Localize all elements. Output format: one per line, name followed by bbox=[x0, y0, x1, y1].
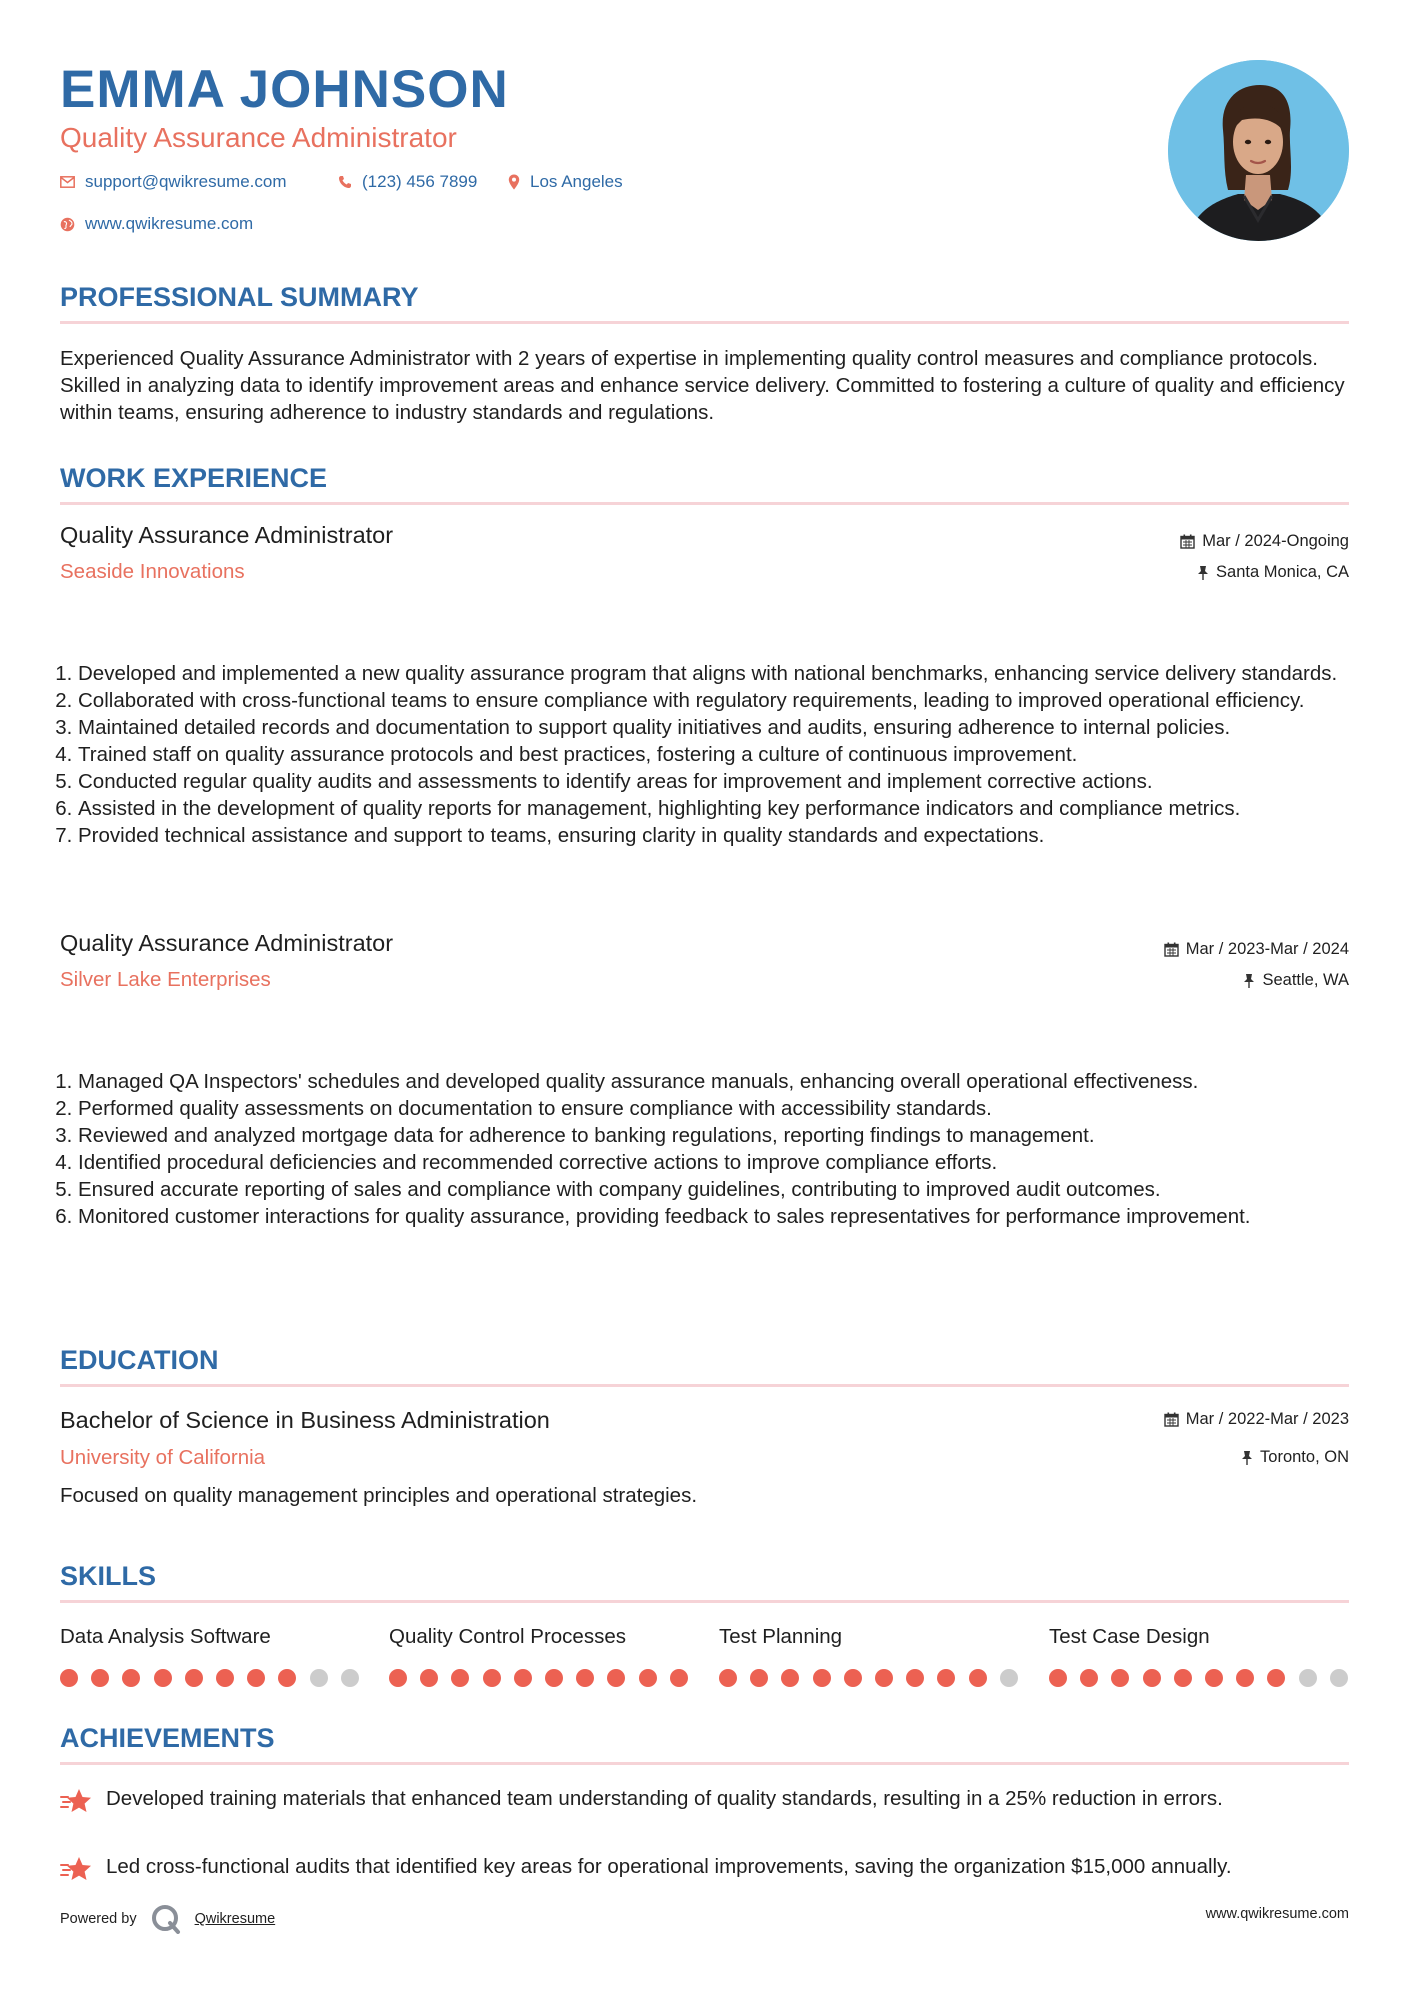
rating-dot-empty bbox=[1299, 1669, 1317, 1687]
pushpin-icon bbox=[1197, 565, 1209, 580]
job-dates bbox=[1164, 940, 1349, 959]
job-title: Quality Assurance Administrator bbox=[60, 522, 394, 548]
email-text: support@qwikresume.com bbox=[85, 172, 287, 191]
list-item: 6. Assisted in the development of quality reports for management, highlighting key performance indicators and compliance metrics. bbox=[78, 795, 1349, 822]
rating-dot-filled bbox=[813, 1669, 831, 1687]
rating-dot-empty bbox=[1330, 1669, 1348, 1687]
qwikresume-logo-icon bbox=[151, 1904, 181, 1934]
list-item: 6. Monitored customer interactions for quality assurance, providing feedback to sales representatives for performance improvement. bbox=[78, 1203, 1349, 1230]
list-item: 5. Ensured accurate reporting of sales and compliance with company guidelines, contributing to improved audit outcomes. bbox=[78, 1176, 1349, 1203]
skill-name: Quality Control Processes bbox=[389, 1625, 626, 1648]
achievement-text: Developed training materials that enhanced team understanding of quality standards, resulting in a 25% reduction in errors. bbox=[106, 1787, 1223, 1810]
star-icon bbox=[60, 1785, 94, 1819]
experience-heading: WORK EXPERIENCE bbox=[60, 463, 328, 493]
skill-rating bbox=[1049, 1669, 1349, 1687]
rating-dot-filled bbox=[969, 1669, 987, 1687]
job-location-text: Santa Monica, CA bbox=[1216, 563, 1349, 581]
skill-name: Test Planning bbox=[719, 1625, 843, 1648]
skills-heading: SKILLS bbox=[60, 1561, 157, 1591]
profile-photo bbox=[1168, 60, 1349, 241]
list-item: 4. Identified procedural deficiencies and recommended corrective actions to improve compliance efforts. bbox=[78, 1149, 1349, 1176]
rating-dot-filled bbox=[420, 1669, 438, 1687]
degree-title: Bachelor of Science in Business Administration bbox=[60, 1407, 550, 1433]
skill-item bbox=[1049, 1624, 1349, 1687]
rating-dot-empty bbox=[341, 1669, 359, 1687]
achievement-item bbox=[60, 1785, 1349, 1819]
job-dates-text: Mar / 2023-Mar / 2024 bbox=[1185, 940, 1349, 958]
rating-dot-filled bbox=[576, 1669, 594, 1687]
section-divider bbox=[60, 502, 1349, 505]
job-bullets bbox=[60, 660, 1349, 849]
phone-text: (123) 456 7899 bbox=[362, 172, 478, 191]
job-dates-text: Mar / 2024-Ongoing bbox=[1202, 532, 1349, 550]
rating-dot-filled bbox=[1205, 1669, 1223, 1687]
section-divider bbox=[60, 321, 1349, 324]
rating-dot-filled bbox=[639, 1669, 657, 1687]
pushpin-icon bbox=[1241, 1450, 1253, 1465]
skill-item bbox=[389, 1624, 689, 1687]
calendar-icon bbox=[1164, 1412, 1179, 1427]
section-divider bbox=[60, 1762, 1349, 1765]
rating-dot-filled bbox=[545, 1669, 563, 1687]
education-description: Focused on quality management principles and operational strategies. bbox=[60, 1484, 698, 1507]
education-dates-text: Mar / 2022-Mar / 2023 bbox=[1185, 1410, 1349, 1428]
phone-icon bbox=[338, 175, 352, 189]
rating-dot-filled bbox=[607, 1669, 625, 1687]
section-divider bbox=[60, 1384, 1349, 1387]
skill-item bbox=[719, 1624, 1019, 1687]
rating-dot-empty bbox=[310, 1669, 328, 1687]
job-dates bbox=[1180, 532, 1349, 551]
education-location-text: Toronto, ON bbox=[1260, 1448, 1349, 1466]
globe-icon bbox=[60, 217, 75, 232]
job-company: Seaside Innovations bbox=[60, 560, 245, 583]
contact-email[interactable] bbox=[60, 172, 287, 192]
mail-icon bbox=[60, 176, 75, 188]
rating-dot-filled bbox=[875, 1669, 893, 1687]
section-divider bbox=[60, 1600, 1349, 1603]
rating-dot-filled bbox=[781, 1669, 799, 1687]
list-item: 1. Developed and implemented a new quality assurance program that aligns with national benchmarks, enhancing service delivery standards. bbox=[78, 660, 1349, 687]
candidate-name: EMMA JOHNSON bbox=[60, 60, 509, 119]
skill-name: Data Analysis Software bbox=[60, 1625, 271, 1648]
education-heading: EDUCATION bbox=[60, 1345, 219, 1375]
skill-name: Test Case Design bbox=[1049, 1625, 1210, 1648]
rating-dot-filled bbox=[844, 1669, 862, 1687]
rating-dot-filled bbox=[937, 1669, 955, 1687]
skill-rating bbox=[60, 1669, 360, 1687]
calendar-icon bbox=[1164, 942, 1179, 957]
rating-dot-filled bbox=[278, 1669, 296, 1687]
rating-dot-filled bbox=[906, 1669, 924, 1687]
powered-by-label: Powered by bbox=[60, 1911, 137, 1927]
contact-phone[interactable] bbox=[338, 172, 477, 192]
rating-dot-filled bbox=[1111, 1669, 1129, 1687]
rating-dot-filled bbox=[719, 1669, 737, 1687]
contact-location bbox=[508, 172, 623, 192]
list-item: 7. Provided technical assistance and support to teams, ensuring clarity in quality standards and expectations. bbox=[78, 822, 1349, 849]
rating-dot-filled bbox=[389, 1669, 407, 1687]
achievement-item bbox=[60, 1853, 1349, 1887]
rating-dot-filled bbox=[750, 1669, 768, 1687]
rating-dot-empty bbox=[1000, 1669, 1018, 1687]
rating-dot-filled bbox=[91, 1669, 109, 1687]
achievements-heading: ACHIEVEMENTS bbox=[60, 1723, 275, 1753]
education-dates bbox=[1164, 1410, 1349, 1429]
job-bullets bbox=[60, 1068, 1349, 1230]
education-location bbox=[1241, 1448, 1349, 1467]
job-location-text: Seattle, WA bbox=[1262, 971, 1349, 989]
location-text: Los Angeles bbox=[530, 172, 623, 191]
map-pin-icon bbox=[508, 174, 520, 190]
list-item: 2. Collaborated with cross-functional teams to ensure compliance with regulatory requirements, leading to improved operational efficiency. bbox=[78, 687, 1349, 714]
rating-dot-filled bbox=[483, 1669, 501, 1687]
star-icon bbox=[60, 1853, 94, 1887]
rating-dot-filled bbox=[1049, 1669, 1067, 1687]
brand-link[interactable]: Qwikresume bbox=[194, 1911, 276, 1927]
achievement-text: Led cross-functional audits that identified key areas for operational improvements, saving the organization $15,000 annually. bbox=[106, 1855, 1232, 1878]
list-item: 1. Managed QA Inspectors' schedules and developed quality assurance manuals, enhancing overall operational effectiveness. bbox=[78, 1068, 1349, 1095]
rating-dot-filled bbox=[514, 1669, 532, 1687]
rating-dot-filled bbox=[154, 1669, 172, 1687]
rating-dot-filled bbox=[247, 1669, 265, 1687]
job-location bbox=[1197, 563, 1349, 582]
skill-rating bbox=[389, 1669, 689, 1687]
school-name: University of California bbox=[60, 1446, 266, 1469]
list-item: 5. Conducted regular quality audits and assessments to identify areas for improvement and implement corrective actions. bbox=[78, 768, 1349, 795]
summary-heading: PROFESSIONAL SUMMARY bbox=[60, 282, 419, 312]
rating-dot-filled bbox=[670, 1669, 688, 1687]
rating-dot-filled bbox=[1236, 1669, 1254, 1687]
skill-rating bbox=[719, 1669, 1019, 1687]
list-item: 4. Trained staff on quality assurance protocols and best practices, fostering a culture of continuous improvement. bbox=[78, 741, 1349, 768]
footer-powered-by bbox=[60, 1904, 275, 1934]
list-item: 3. Maintained detailed records and documentation to support quality initiatives and audits, ensuring adherence to internal policies. bbox=[78, 714, 1349, 741]
summary-text: Experienced Quality Assurance Administrator with 2 years of expertise in implementing quality control measures and compliance protocols. Skilled in analyzing data to identify improvement areas and enhance service delivery. Committed to fostering a culture of quality and efficiency within teams, ensuring adherence to industry standards and regulations. bbox=[60, 347, 1345, 424]
candidate-role: Quality Assurance Administrator bbox=[60, 122, 457, 153]
list-item: 3. Reviewed and analyzed mortgage data for adherence to banking regulations, reporting findings to management. bbox=[78, 1122, 1349, 1149]
website-text: www.qwikresume.com bbox=[85, 214, 254, 233]
skill-item bbox=[60, 1624, 360, 1687]
rating-dot-filled bbox=[1080, 1669, 1098, 1687]
rating-dot-filled bbox=[122, 1669, 140, 1687]
rating-dot-filled bbox=[1174, 1669, 1192, 1687]
job-company: Silver Lake Enterprises bbox=[60, 968, 271, 991]
rating-dot-filled bbox=[185, 1669, 203, 1687]
rating-dot-filled bbox=[60, 1669, 78, 1687]
rating-dot-filled bbox=[1267, 1669, 1285, 1687]
contact-website[interactable] bbox=[60, 214, 253, 234]
rating-dot-filled bbox=[451, 1669, 469, 1687]
list-item: 2. Performed quality assessments on documentation to ensure compliance with accessibility standards. bbox=[78, 1095, 1349, 1122]
pushpin-icon bbox=[1243, 973, 1255, 988]
job-location bbox=[1243, 971, 1349, 990]
rating-dot-filled bbox=[216, 1669, 234, 1687]
calendar-icon bbox=[1180, 534, 1195, 549]
job-title: Quality Assurance Administrator bbox=[60, 930, 394, 956]
footer-website[interactable]: www.qwikresume.com bbox=[1205, 1906, 1349, 1922]
rating-dot-filled bbox=[1143, 1669, 1161, 1687]
